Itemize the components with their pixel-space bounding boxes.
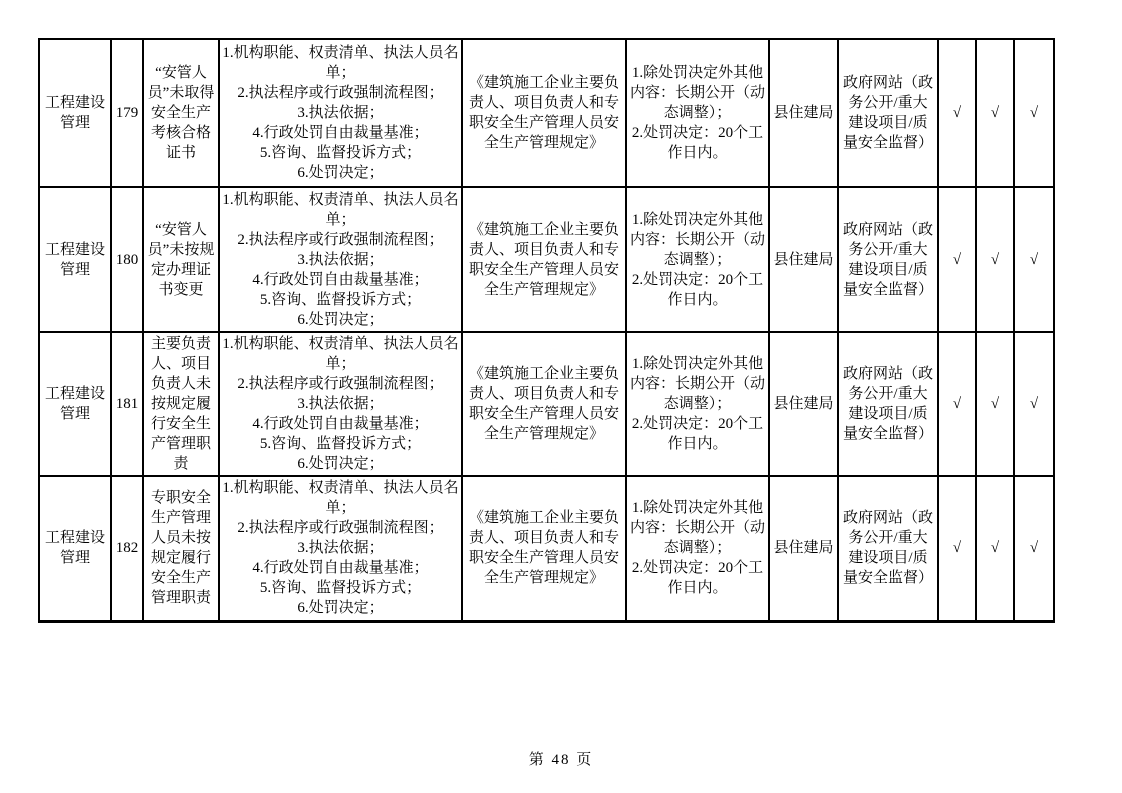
time-limit-cell	[626, 39, 769, 187]
list-line: 5.咨询、监督投诉方式；	[259, 291, 422, 308]
department-cell: 县住建局	[769, 476, 838, 621]
list-line: 1.除处罚决定外其他内容：长期公开（动态调整）；	[629, 211, 765, 268]
list-line: 4.行政处罚自由裁量基准；	[252, 271, 429, 288]
violation-item-cell: 主要负责人、项目负责人未按规定履行安全生产管理职责	[143, 332, 219, 476]
checkmark-cell: √	[1014, 476, 1054, 621]
checkmark-cell: √	[976, 39, 1014, 187]
list-line: 3.执法依据；	[297, 105, 384, 121]
violation-item-cell: “安管人员”未取得安全生产考核合格证书	[143, 39, 219, 187]
list-line: 3.执法依据；	[297, 540, 384, 557]
checkmark-cell: √	[1014, 39, 1054, 187]
disclosure-content-cell	[219, 187, 462, 332]
legal-basis-cell: 《建筑施工企业主要负责人、项目负责人和专职安全生产管理人员安全生产管理规定》	[462, 476, 626, 621]
list-line: 1.机构职能、权责清单、执法人员名单；	[222, 191, 459, 228]
list-line: 5.咨询、监督投诉方式；	[259, 580, 422, 597]
checkmark-cell: √	[1014, 187, 1054, 332]
list-line: 2.执法程序或行政强制流程图；	[237, 231, 444, 248]
checkmark-cell: √	[976, 187, 1014, 332]
list-line: 2.执法程序或行政强制流程图；	[237, 376, 444, 392]
list-line: 2.处罚决定：20个工作日内。	[631, 560, 764, 597]
category-cell: 工程建设管理	[39, 476, 111, 621]
channel-cell: 政府网站（政务公开/重大建设项目/质量安全监督）	[838, 187, 938, 332]
list-line: 5.咨询、监督投诉方式；	[259, 145, 422, 161]
disclosure-table	[38, 38, 1055, 623]
legal-basis-cell: 《建筑施工企业主要负责人、项目负责人和专职安全生产管理人员安全生产管理规定》	[462, 332, 626, 476]
seq-number-cell: 180	[111, 187, 143, 332]
violation-item-cell: 专职安全生产管理人员未按规定履行安全生产管理职责	[143, 476, 219, 621]
category-cell: 工程建设管理	[39, 332, 111, 476]
violation-item-cell: “安管人员”未按规定办理证书变更	[143, 187, 219, 332]
list-line: 1.除处罚决定外其他内容：长期公开（动态调整）；	[629, 356, 765, 412]
list-line: 1.除处罚决定外其他内容：长期公开（动态调整）；	[629, 500, 765, 557]
legal-basis-cell: 《建筑施工企业主要负责人、项目负责人和专职安全生产管理人员安全生产管理规定》	[462, 187, 626, 332]
checkmark-cell: √	[976, 476, 1014, 621]
list-line: 3.执法依据；	[297, 396, 384, 412]
table-row	[39, 187, 1054, 332]
category-cell: 工程建设管理	[39, 187, 111, 332]
disclosure-content-cell	[219, 476, 462, 621]
table-row	[39, 39, 1054, 187]
list-line: 4.行政处罚自由裁量基准；	[252, 560, 429, 577]
time-limit-cell	[626, 332, 769, 476]
category-cell: 工程建设管理	[39, 39, 111, 187]
list-line: 6.处罚决定；	[297, 311, 384, 328]
page-number: 第 48 页	[528, 752, 594, 768]
disclosure-content-cell	[219, 39, 462, 187]
table-row	[39, 332, 1054, 476]
list-line: 6.处罚决定；	[297, 456, 384, 472]
list-line: 2.处罚决定：20个工作日内。	[631, 125, 764, 161]
time-limit-cell	[626, 476, 769, 621]
list-line: 2.处罚决定：20个工作日内。	[631, 416, 764, 452]
checkmark-cell: √	[938, 476, 976, 621]
checkmark-cell: √	[938, 39, 976, 187]
list-line: 1.机构职能、权责清单、执法人员名单；	[222, 45, 459, 81]
list-line: 4.行政处罚自由裁量基准；	[252, 416, 429, 432]
list-line: 4.行政处罚自由裁量基准；	[252, 125, 429, 141]
checkmark-cell: √	[938, 332, 976, 476]
disclosure-content-cell	[219, 332, 462, 476]
channel-cell: 政府网站（政务公开/重大建设项目/质量安全监督）	[838, 39, 938, 187]
legal-basis-cell: 《建筑施工企业主要负责人、项目负责人和专职安全生产管理人员安全生产管理规定》	[462, 39, 626, 187]
list-line: 2.执法程序或行政强制流程图；	[237, 85, 444, 101]
table-row	[39, 476, 1054, 621]
list-line: 1.机构职能、权责清单、执法人员名单；	[222, 480, 459, 517]
checkmark-cell: √	[938, 187, 976, 332]
list-line: 5.咨询、监督投诉方式；	[259, 436, 422, 452]
list-line: 1.除处罚决定外其他内容：长期公开（动态调整）；	[629, 65, 765, 121]
seq-number-cell: 179	[111, 39, 143, 187]
list-line: 2.处罚决定：20个工作日内。	[631, 271, 764, 308]
list-line: 1.机构职能、权责清单、执法人员名单；	[222, 336, 459, 372]
checkmark-cell: √	[976, 332, 1014, 476]
list-line: 6.处罚决定；	[297, 600, 384, 617]
time-limit-cell	[626, 187, 769, 332]
department-cell: 县住建局	[769, 187, 838, 332]
channel-cell: 政府网站（政务公开/重大建设项目/质量安全监督）	[838, 332, 938, 476]
department-cell: 县住建局	[769, 332, 838, 476]
department-cell: 县住建局	[769, 39, 838, 187]
seq-number-cell: 182	[111, 476, 143, 621]
channel-cell: 政府网站（政务公开/重大建设项目/质量安全监督）	[838, 476, 938, 621]
list-line: 6.处罚决定；	[297, 165, 384, 181]
list-line: 3.执法依据；	[297, 251, 384, 268]
list-line: 2.执法程序或行政强制流程图；	[237, 520, 444, 537]
checkmark-cell: √	[1014, 332, 1054, 476]
seq-number-cell: 181	[111, 332, 143, 476]
